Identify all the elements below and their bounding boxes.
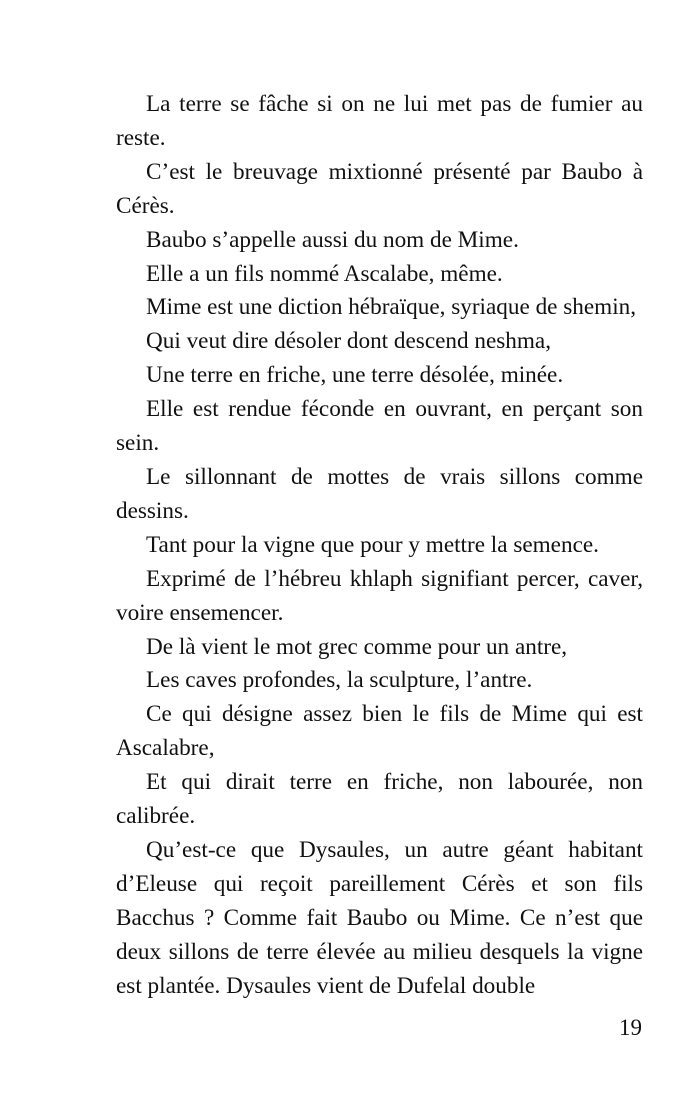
paragraph-3: Baubo s’appelle aussi du nom de Mime. (146, 226, 519, 253)
paragraph-15: Et qui dirait terre en friche, non labourée, non calibrée. (116, 769, 643, 830)
paragraph-14: Ce qui désigne assez bien le fils de Mime qui est Ascalabre, (116, 701, 643, 762)
paragraph-4: Elle a un fils nommé Ascalabe, même. (146, 260, 503, 287)
paragraph-13: Les caves profondes, la sculpture, l’antre. (146, 667, 533, 694)
paragraph-10: Tant pour la vigne que pour y mettre la semence. (146, 531, 599, 558)
paragraph-16: Qu’est-ce que Dysaules, un autre géant habitant d’Eleuse qui reçoit pareillement Cérès et son fils Bacchus ? Comme fait Baubo ou Mime. Ce n’est que deux sillons de terre élevée au milieu desquels la vigne est plantée. Dysaules vient de Dufelal double (116, 836, 643, 999)
paragraph-12: De là vient le mot grec comme pour un antre, (146, 633, 568, 660)
paragraph-6: Qui veut dire désoler dont descend neshma, (146, 328, 552, 355)
page-number: 19 (619, 1015, 642, 1040)
paragraph-7: Une terre en friche, une terre désolée, minée. (146, 362, 564, 389)
paragraph-2: C’est le breuvage mixtionné présenté par Baubo à Cérès. (116, 158, 643, 219)
paragraph-9: Le sillonnant de mottes de vrais sillons comme dessins. (116, 463, 643, 524)
paragraph-11: Exprimé de l’hébreu khlaph signifiant percer, caver, voire ensemencer. (116, 565, 643, 626)
paragraph-1: La terre se fâche si on ne lui met pas de fumier au reste. (116, 91, 643, 151)
paragraph-8: Elle est rendue féconde en ouvrant, en perçant son sein. (116, 396, 643, 457)
paragraph-5: Mime est une diction hébraïque, syriaque de shemin, (146, 294, 637, 321)
body-text (116, 88, 643, 1003)
